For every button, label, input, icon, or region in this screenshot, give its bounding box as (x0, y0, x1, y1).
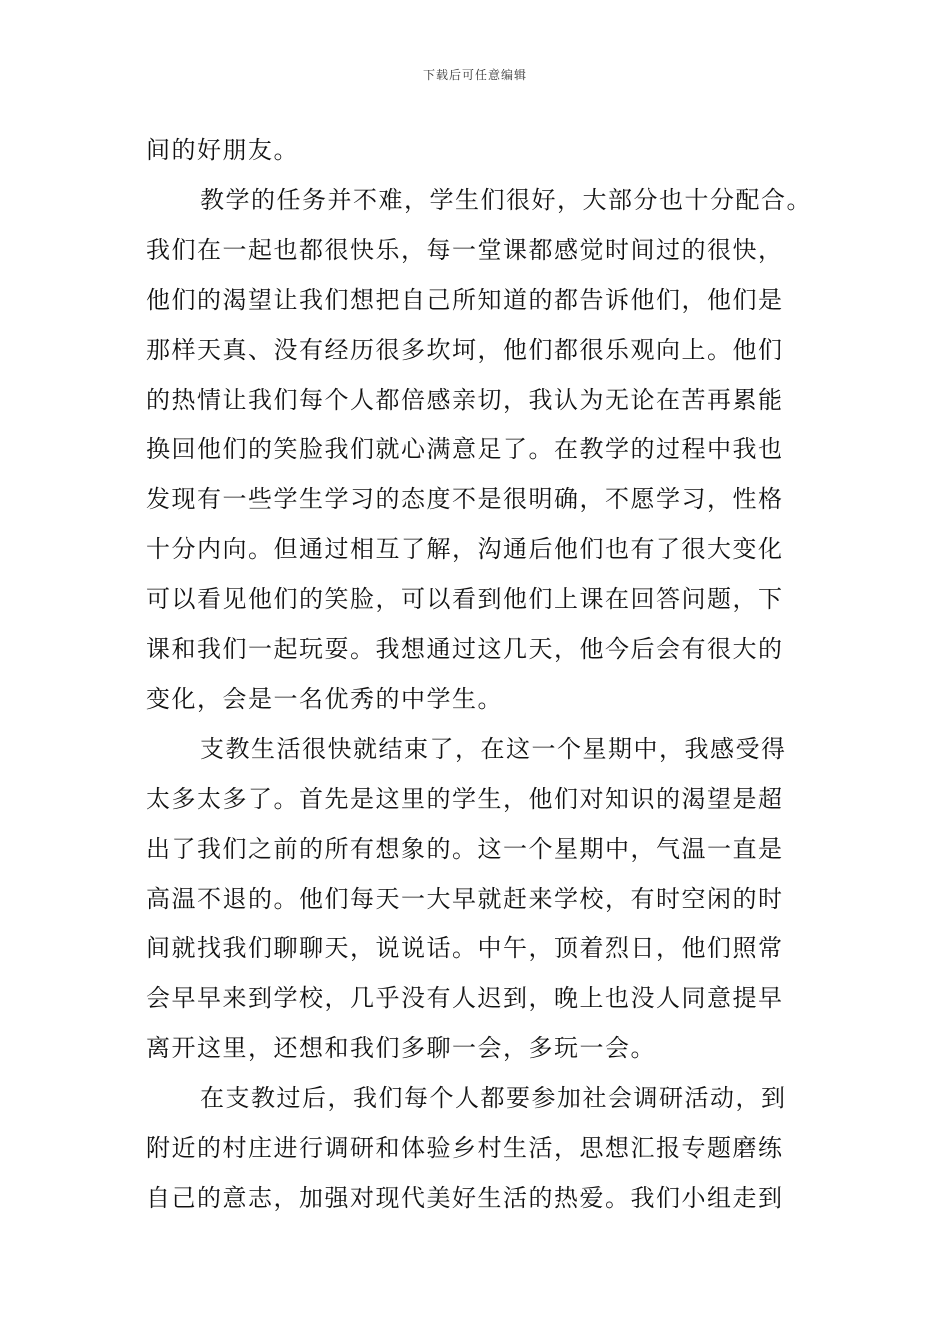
text-line: 离开这里，还想和我们多聊一会，多玩一会。 (146, 1034, 656, 1063)
text-line: 出了我们之前的所有想象的。这一个星期中，气温一直是 (146, 834, 784, 863)
text-line: 会早早来到学校，几乎没有人迟到，晚上也没人同意提早 (146, 984, 784, 1013)
text-line: 自己的意志，加强对现代美好生活的热爱。我们小组走到 (146, 1183, 784, 1212)
page-header: 下载后可任意编辑 (422, 68, 527, 82)
text-line: 那样天真、没有经历很多坎坷，他们都很乐观向上。他们 (146, 335, 784, 364)
text-line: 在支教过后，我们每个人都要参加社会调研活动，到 (200, 1084, 787, 1113)
text-line: 他们的渴望让我们想把自己所知道的都告诉他们，他们是 (146, 285, 784, 314)
text-line: 间的好朋友。 (146, 136, 299, 164)
text-line: 发现有一些学生学习的态度不是很明确，不愿学习，性格 (146, 485, 784, 514)
text-line: 支教生活很快就结束了，在这一个星期中，我感受得 (200, 734, 787, 763)
text-line: 十分内向。但通过相互了解，沟通后他们也有了很大变化 (146, 535, 784, 564)
text-line: 教学的任务并不难，学生们很好，大部分也十分配合。 (200, 185, 812, 214)
text-line: 变化，会是一名优秀的中学生。 (146, 684, 503, 713)
text-line: 可以看见他们的笑脸，可以看到他们上课在回答问题，下 (146, 585, 784, 614)
text-line: 太多太多了。首先是这里的学生，他们对知识的渴望是超 (146, 784, 784, 813)
text-line: 间就找我们聊聊天，说说话。中午，顶着烈日，他们照常 (146, 934, 784, 963)
text-line: 课和我们一起玩耍。我想通过这几天，他今后会有很大的 (146, 635, 784, 663)
text-line: 我们在一起也都很快乐，每一堂课都感觉时间过的很快， (146, 235, 784, 264)
text-line: 附近的村庄进行调研和体验乡村生活，思想汇报专题磨练 (146, 1134, 784, 1162)
text-line: 换回他们的笑脸我们就心满意足了。在教学的过程中我也 (146, 435, 784, 464)
text-line: 高温不退的。他们每天一大早就赶来学校，有时空闲的时 (146, 884, 784, 913)
text-line: 的热情让我们每个人都倍感亲切，我认为无论在苦再累能 (146, 385, 784, 414)
